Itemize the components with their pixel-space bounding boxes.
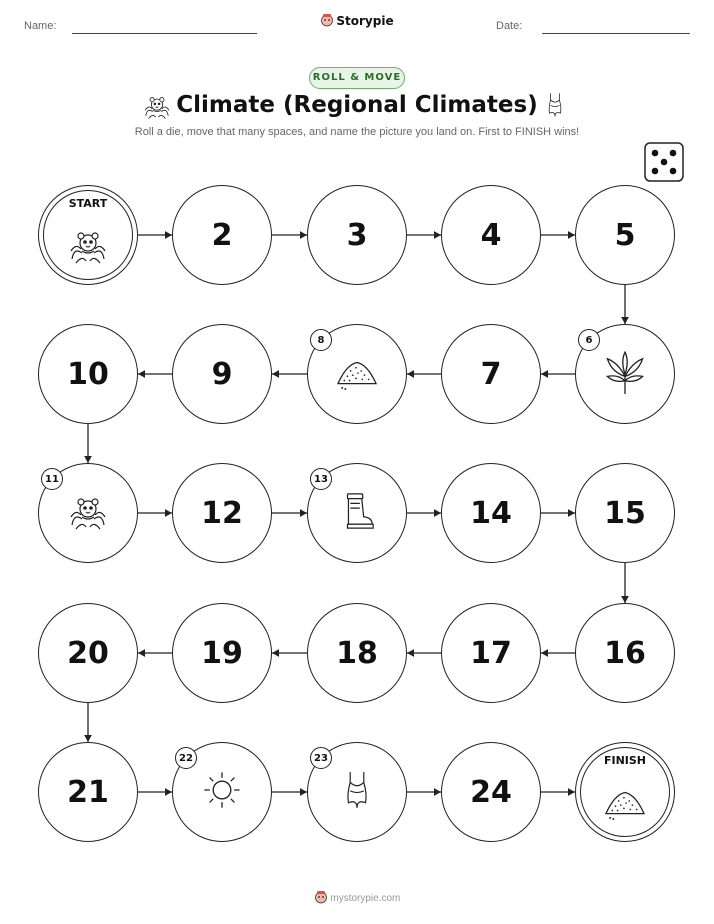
board-space-19 xyxy=(172,603,272,703)
space-number-tag: 11 xyxy=(41,468,63,490)
path-arrow xyxy=(138,231,172,239)
board-space-17 xyxy=(441,603,541,703)
date-label: Date: xyxy=(496,20,523,32)
path-arrow xyxy=(138,788,172,796)
space-number-tag: 23 xyxy=(310,747,332,769)
space-number: 14 xyxy=(470,495,512,531)
sun-icon xyxy=(200,768,244,816)
path-arrow xyxy=(272,509,307,517)
space-number: 24 xyxy=(470,774,512,810)
path-arrow xyxy=(407,649,441,657)
path-arrow xyxy=(541,509,575,517)
space-number: 2 xyxy=(211,217,233,253)
space-number-tag: 6 xyxy=(578,329,600,351)
path-arrow xyxy=(541,649,575,657)
board-space-5 xyxy=(575,185,675,285)
path-arrow xyxy=(84,703,92,742)
space-number: 17 xyxy=(470,635,512,671)
board-space-21 xyxy=(38,742,138,842)
space-number: 20 xyxy=(67,635,109,671)
board-space-22 xyxy=(172,742,272,842)
plant-icon xyxy=(603,350,647,398)
path-arrow xyxy=(541,231,575,239)
board-space-14 xyxy=(441,463,541,563)
space-number-tag: 8 xyxy=(310,329,332,351)
animal-in-leaves-icon xyxy=(68,491,108,535)
space-number: 3 xyxy=(346,217,368,253)
path-arrow xyxy=(272,370,307,378)
footer xyxy=(0,890,714,907)
path-arrow xyxy=(621,563,629,603)
path-arrow xyxy=(272,649,307,657)
path-arrow xyxy=(138,509,172,517)
space-number: 9 xyxy=(211,356,233,392)
path-arrow xyxy=(407,788,441,796)
instructions: Roll a die, move that many spaces, and name the picture you land on. First to FINISH wins! xyxy=(134,126,580,138)
board-space-3 xyxy=(307,185,407,285)
space-number: 21 xyxy=(67,774,109,810)
space-number: 7 xyxy=(480,356,502,392)
animal-in-leaves-icon xyxy=(68,225,108,269)
footer-url: mystorypie.com xyxy=(330,893,401,904)
path-arrow xyxy=(272,788,307,796)
path-arrow xyxy=(407,509,441,517)
board-space-20 xyxy=(38,603,138,703)
space-number: 18 xyxy=(336,635,378,671)
activity-badge: ROLL & MOVE xyxy=(309,67,405,89)
board-space-6 xyxy=(575,324,675,424)
board-space-18 xyxy=(307,603,407,703)
path-arrow xyxy=(138,649,172,657)
board-space-11 xyxy=(38,463,138,563)
board-space-24 xyxy=(441,742,541,842)
board-space-9 xyxy=(172,324,272,424)
finish-label: FINISH xyxy=(603,754,647,767)
storypie-logo-icon xyxy=(314,890,328,907)
space-number-tag: 13 xyxy=(310,468,332,490)
board-space-13 xyxy=(307,463,407,563)
board-space-4 xyxy=(441,185,541,285)
sand-pile-icon xyxy=(335,354,379,394)
board-space-23 xyxy=(307,742,407,842)
swimsuit-icon xyxy=(340,768,374,816)
board-space-2 xyxy=(172,185,272,285)
start-space xyxy=(38,185,138,285)
path-arrow xyxy=(621,285,629,324)
space-number: 4 xyxy=(480,217,502,253)
path-arrow xyxy=(84,424,92,463)
path-arrow xyxy=(407,370,441,378)
board-space-12 xyxy=(172,463,272,563)
sand-pile-icon xyxy=(603,784,647,824)
board-space-8 xyxy=(307,324,407,424)
board-space-15 xyxy=(575,463,675,563)
path-arrow xyxy=(407,231,441,239)
path-arrow xyxy=(541,370,575,378)
space-number: 19 xyxy=(201,635,243,671)
path-arrow xyxy=(541,788,575,796)
finish-space xyxy=(575,742,675,842)
space-number: 16 xyxy=(604,635,646,671)
name-label: Name: xyxy=(24,20,57,32)
brand-name: Storypie xyxy=(336,14,394,28)
board-space-7 xyxy=(441,324,541,424)
space-number: 12 xyxy=(201,495,243,531)
start-label: START xyxy=(68,197,108,210)
space-number: 5 xyxy=(614,217,636,253)
board-space-16 xyxy=(575,603,675,703)
page-title: Climate (Regional Climates) xyxy=(176,92,538,118)
space-number-tag: 22 xyxy=(175,747,197,769)
board-space-10 xyxy=(38,324,138,424)
space-number: 10 xyxy=(67,356,109,392)
path-arrow xyxy=(138,370,172,378)
rain-boot-icon xyxy=(338,490,376,536)
space-number: 15 xyxy=(604,495,646,531)
path-arrow xyxy=(272,231,307,239)
